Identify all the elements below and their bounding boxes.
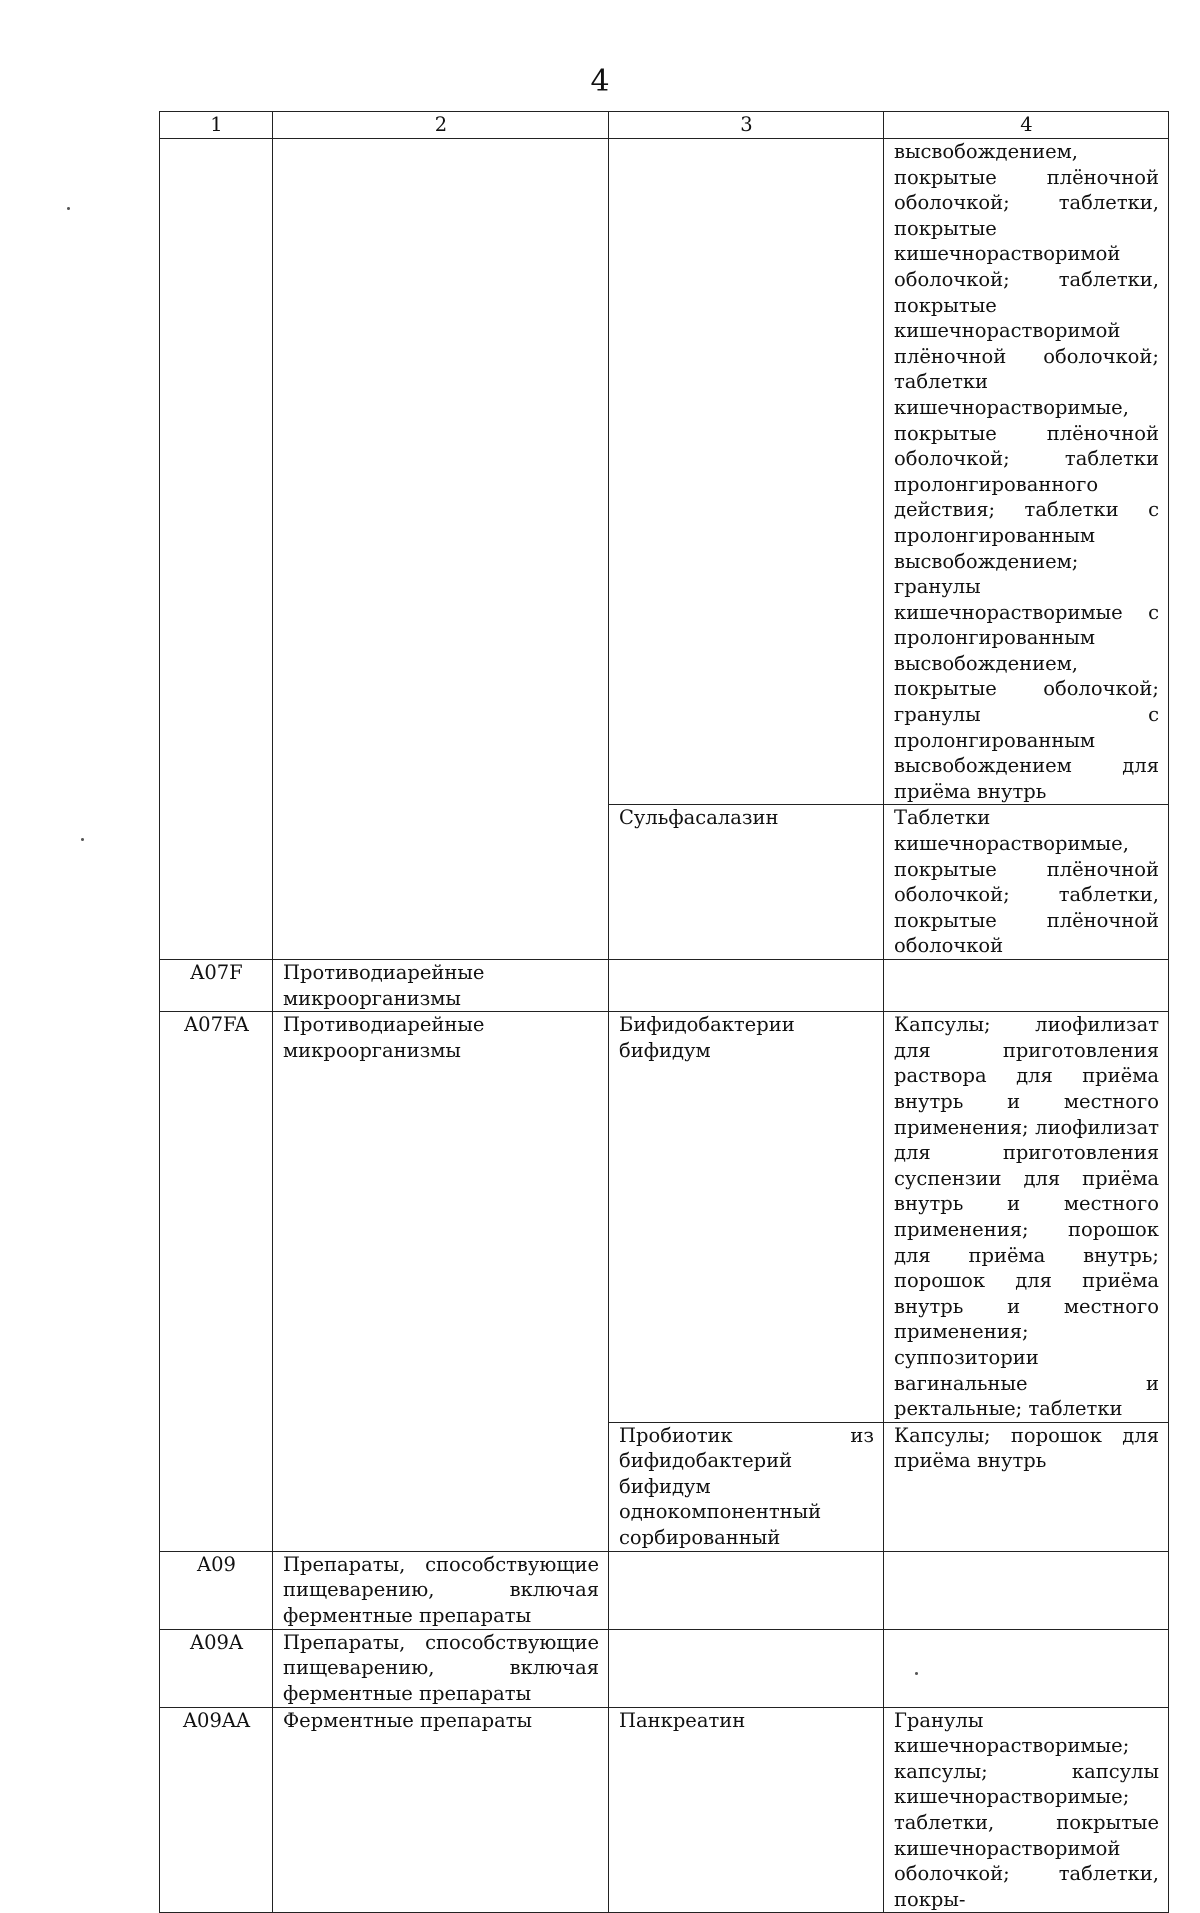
table-row (160, 960, 1169, 1012)
dosage-forms-cell: Таблетки кишечнорастворимые, покрытые плёночной оболочкой; таблетки, покрытые плёночной оболочкой (884, 805, 1169, 960)
drug-cell (609, 139, 884, 805)
drug-cell: Бифидобактерии бифидум (609, 1012, 884, 1423)
column-header: 4 (884, 112, 1169, 139)
dosage-forms-cell: Капсулы; порошок для приёма внутрь (884, 1422, 1169, 1551)
table-row (160, 1707, 1169, 1913)
table-row (160, 1012, 1169, 1423)
drug-cell: Пробиотик из бифидобактерий бифидум однокомпонентный сорбированный (609, 1422, 884, 1551)
drug-cell (609, 1629, 884, 1707)
table-header-row (160, 112, 1169, 139)
table-row (160, 139, 1169, 805)
dosage-forms-cell: Капсулы; лиофилизат для приготовления раствора для приёма внутрь и местного применения; лиофилизат для приготовления суспензии для приёма внутрь и местного применения; порошок для приёма внутрь; порошок для приёма внутрь и местного применения; суппозитории вагинальные и ректальные; таблетки (884, 1012, 1169, 1423)
group-cell: Препараты, способствующие пищеварению, включая ферментные препараты (273, 1629, 609, 1707)
dosage-forms-cell: высвобождением, покрытые плёночной оболочкой; таблетки, покрытые кишечнорастворимой оболочкой; таблетки, покрытые кишечнорастворимой плёночной оболочкой; таблетки кишечнорастворимые, покрытые плёночной оболочкой; таблетки пролонгированного действия; таблетки с пролонгированным высвобождением; гранулы кишечнорастворимые с пролонгированным высвобождением, покрытые оболочкой; гранулы с пролонгированным высвобождением для приёма внутрь (884, 139, 1169, 805)
page-number: 4 (590, 64, 610, 99)
group-cell: Противодиарейные микроорганизмы (273, 960, 609, 1012)
scan-speck (67, 207, 70, 210)
atc-code-cell: A07F (160, 960, 273, 1012)
drug-cell (609, 1551, 884, 1629)
column-header: 1 (160, 112, 273, 139)
column-header: 2 (273, 112, 609, 139)
drug-cell: Панкреатин (609, 1707, 884, 1913)
atc-code-cell: A09A (160, 1629, 273, 1707)
dosage-forms-cell (884, 960, 1169, 1012)
atc-code-cell (160, 139, 273, 960)
group-cell: Противодиарейные микроорганизмы (273, 1012, 609, 1551)
drug-table (159, 111, 1169, 1913)
dosage-forms-cell (884, 1629, 1169, 1707)
drug-cell: Сульфасалазин (609, 805, 884, 960)
table-row (160, 1629, 1169, 1707)
dosage-forms-cell: Гранулы кишечнорастворимые; капсулы; капсулы кишечнорастворимые; таблетки, покрытые кишечнорастворимой оболочкой; таблетки, покры- (884, 1707, 1169, 1913)
scan-speck (81, 838, 84, 841)
group-cell: Препараты, способствующие пищеварению, включая ферментные препараты (273, 1551, 609, 1629)
drug-cell (609, 960, 884, 1012)
column-header: 3 (609, 112, 884, 139)
atc-code-cell: A07FA (160, 1012, 273, 1551)
atc-code-cell: A09 (160, 1551, 273, 1629)
scan-speck (915, 1672, 918, 1675)
group-cell: Ферментные препараты (273, 1707, 609, 1913)
table-row (160, 1551, 1169, 1629)
group-cell (273, 139, 609, 960)
dosage-forms-cell (884, 1551, 1169, 1629)
atc-code-cell: A09AA (160, 1707, 273, 1913)
